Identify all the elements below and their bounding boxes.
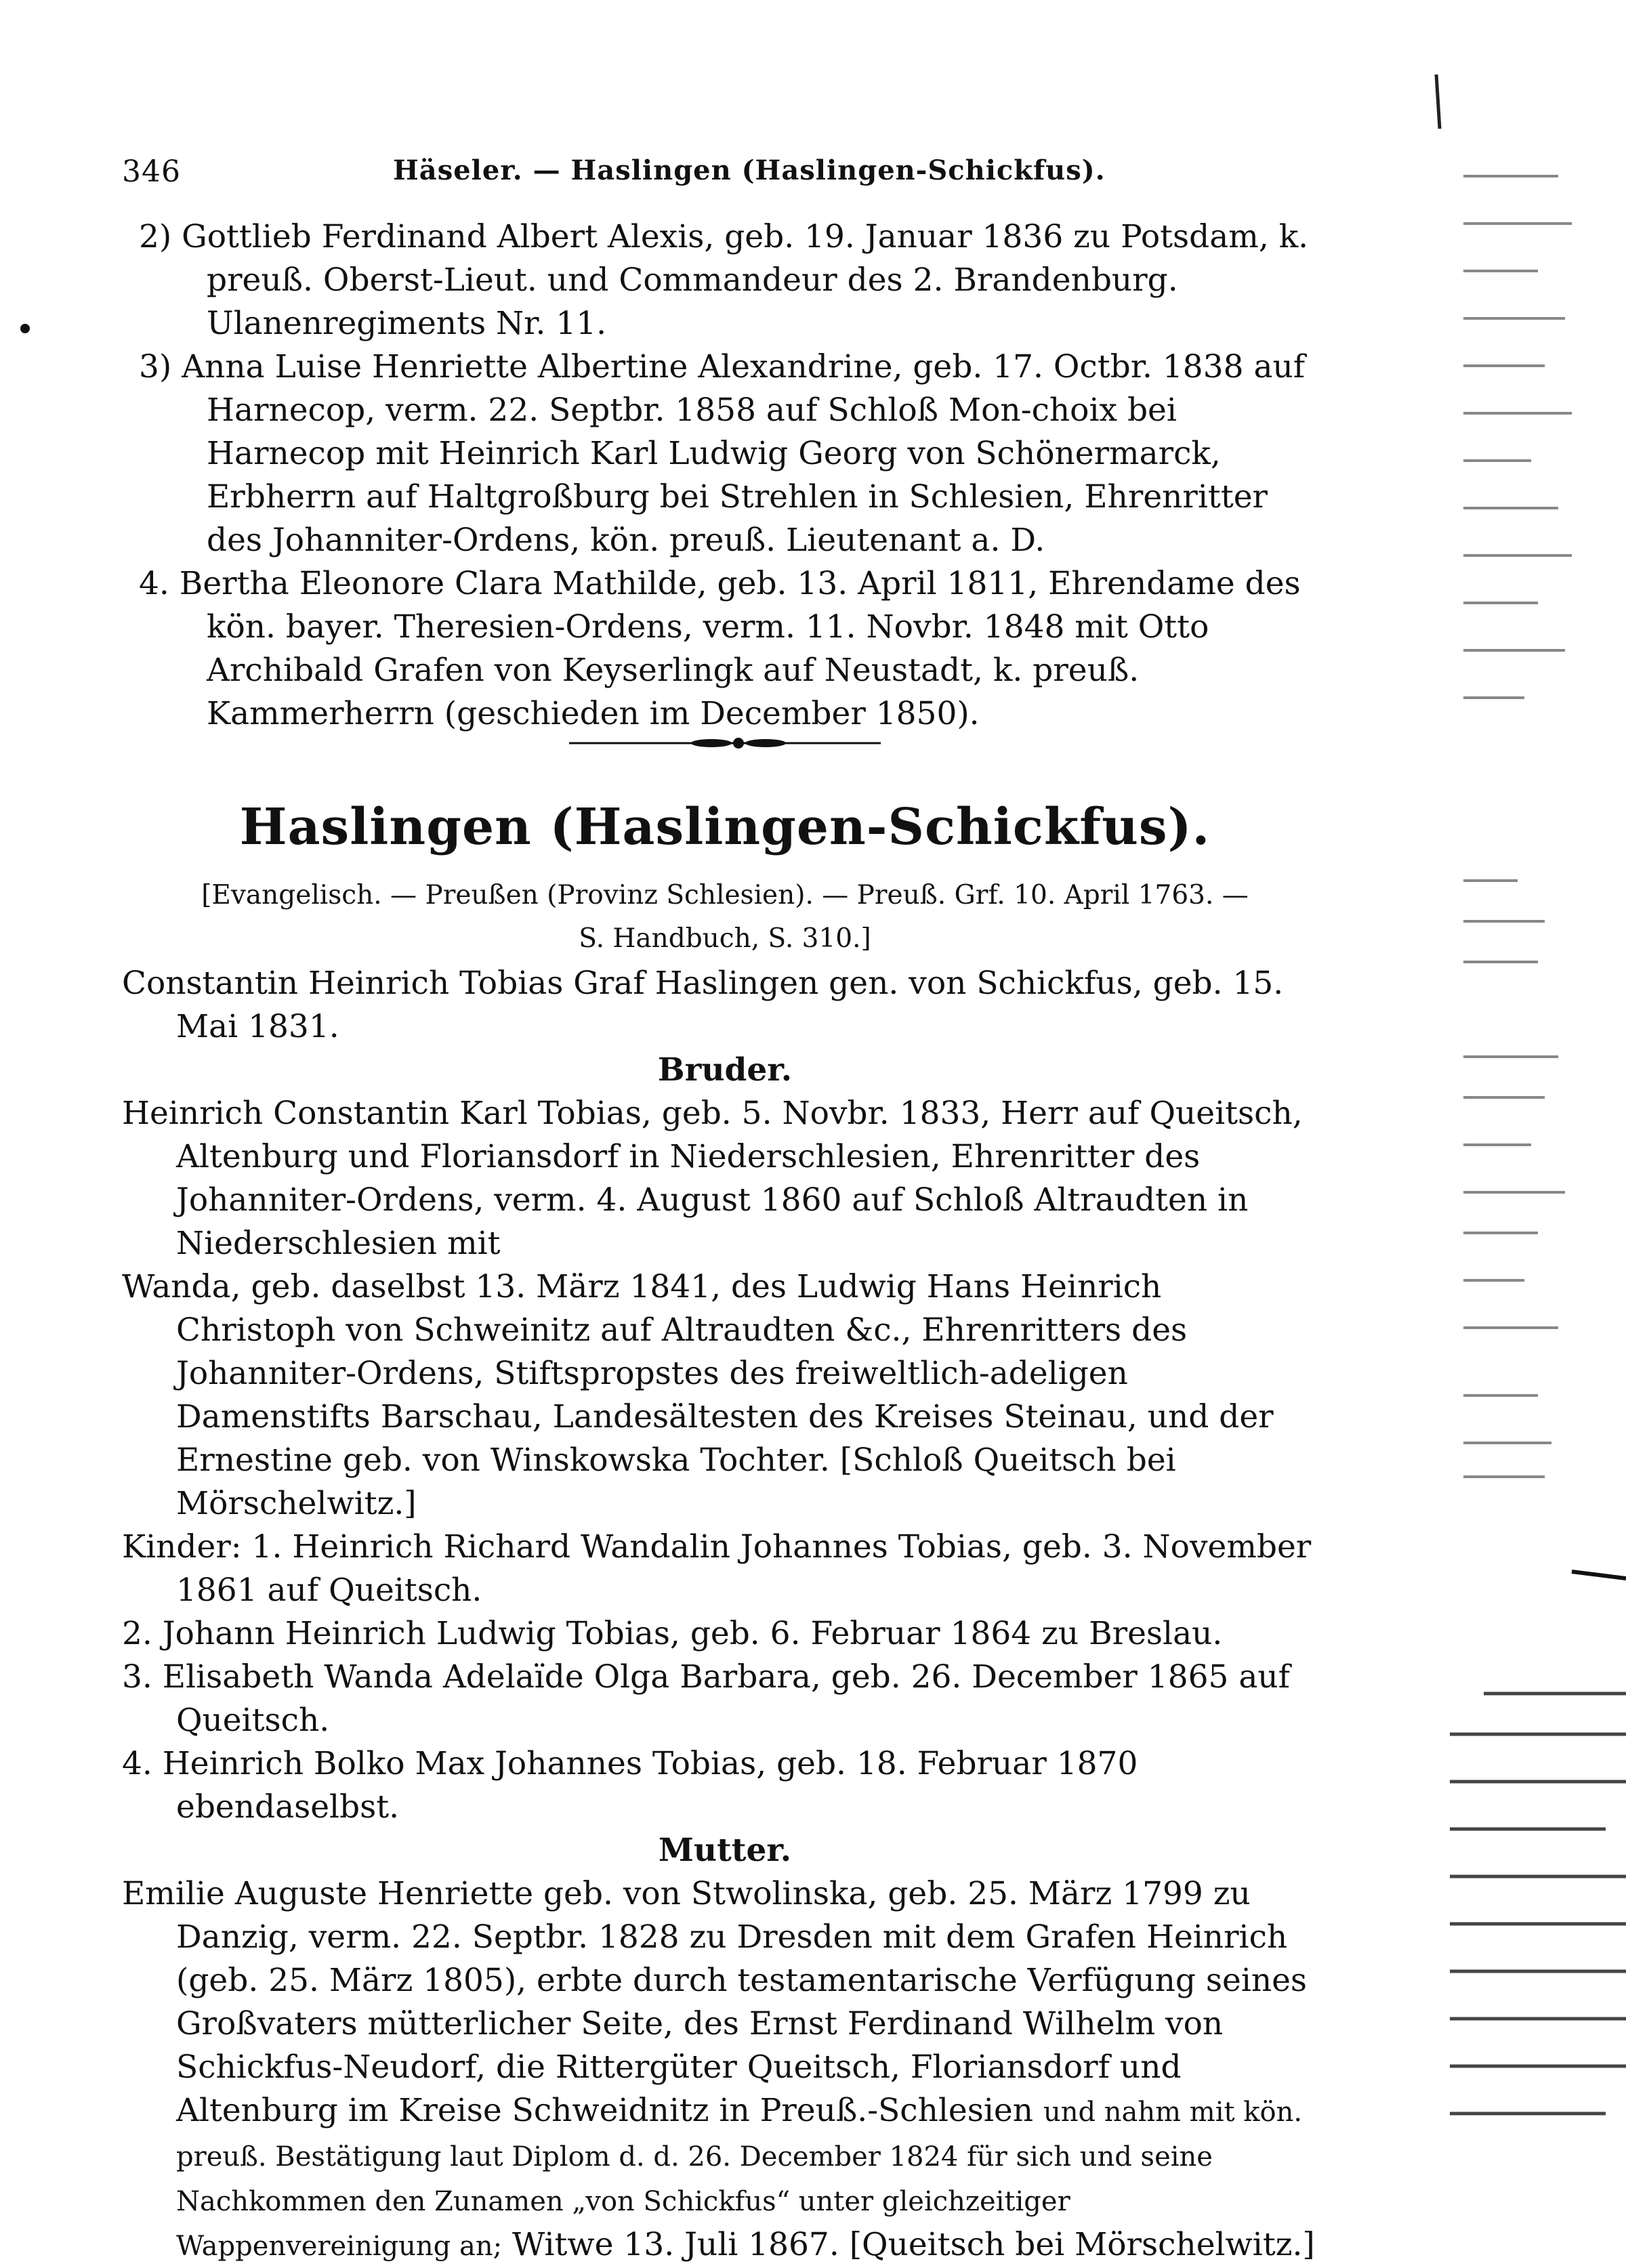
heading-bruder: Bruder. xyxy=(657,1051,793,1089)
head-of-house: Constantin Heinrich Tobias Graf Haslingen gen. von Schickfus, geb. 15. Mai 1831. xyxy=(122,965,1284,1045)
entry-child-4: 4. Heinrich Bolko Max Johannes Tobias, geb. 18. Februar 1870 ebendaselbst. xyxy=(122,1745,1138,1826)
meta-line-1: [Evangelisch. — Preußen (Provinz Schlesien). — Preuß. Grf. 10. April 1763. — xyxy=(201,880,1249,910)
entry-gottlieb: 2) Gottlieb Ferdinand Albert Alexis, geb. 19. Januar 1836 zu Potsdam, k. preuß. Oberst-Lieut. und Commandeur des 2. Brandenburg. Ulanenregiments Nr. 11. xyxy=(139,218,1309,342)
entry-anna: 3) Anna Luise Henriette Albertine Alexandrine, geb. 17. Octbr. 1838 auf Harnecop, verm. 22. Septbr. 1858 auf Schloß Mon-choix bei Harnecop mit Heinrich Karl Ludwig Georg von Schönermarck, Erbherrn auf Haltgroßburg bei Strehlen in Schlesien, Ehrenritter des Johanniter-Ordens, kön. preuß. Lieutenant a. D. xyxy=(139,348,1306,559)
divider-ornament xyxy=(569,733,881,753)
mother-text-3: Witwe 13. Juli 1867. [Queitsch bei Mörschelwitz.] xyxy=(512,2226,1315,2263)
section-title: Haslingen (Haslingen-Schickfus). xyxy=(239,798,1211,856)
section-meta xyxy=(122,874,1328,961)
page-number: 346 xyxy=(122,154,181,189)
mother-text-2: und nahm mit kön. preuß. Bestätigung laut Diplom d. d. 26. December 1824 für sich und seine Nachkommen den Zunamen „von Schickfus“ unter gleichzeitiger Wappenvereinigung an; xyxy=(176,2097,1303,2262)
entry-mother xyxy=(122,1872,1328,2268)
entry-child-2: 2. Johann Heinrich Ludwig Tobias, geb. 6. Februar 1864 zu Breslau. xyxy=(122,1615,1223,1652)
entry-child-3: 3. Elisabeth Wanda Adelaïde Olga Barbara, geb. 26. December 1865 auf Queitsch. xyxy=(122,1658,1291,1739)
mother-text-1: Emilie Auguste Henriette geb. von Stwolinska, geb. 25. März 1799 zu Danzig, verm. 22. Septbr. 1828 zu Dresden mit dem Grafen Heinrich (geb. 25. März 1805), erbte durch testamentarische Verfügung seines Großvaters mütterlicher Seite, des Ernst Ferdinand Wilhelm von Schickfus-Neudorf, die Rittergüter Queitsch, Floriansdorf und Altenburg im Kreise Schweidnitz in Preuß.-Schlesien xyxy=(122,1875,1308,2129)
heading-mutter: Mutter. xyxy=(658,1832,792,1869)
meta-line-2: S. Handbuch, S. 310.] xyxy=(579,923,871,954)
ink-speck xyxy=(20,324,30,333)
running-title: Häseler. — Haslingen (Haslingen-Schickfus). xyxy=(393,154,1106,186)
entry-wife: Wanda, geb. daselbst 13. März 1841, des Ludwig Hans Heinrich Christoph von Schweinitz auf Altraudten &c., Ehrenritters des Johanniter-Ordens, Stiftspropstes des freiweltlich-adeligen Damenstifts Barschau, Landesältesten des Kreises Steinau, und der Ernestine geb. von Winskowska Tochter. [Schloß Queitsch bei Mörschelwitz.] xyxy=(122,1268,1274,1522)
entry-brother: Heinrich Constantin Karl Tobias, geb. 5. Novbr. 1833, Herr auf Queitsch, Altenburg und Floriansdorf in Niederschlesien, Ehrenritter des Johanniter-Ordens, verm. 4. August 1860 auf Schloß Altraudten in Niederschlesien mit xyxy=(122,1095,1303,1262)
haslingen-entries xyxy=(122,962,1328,2268)
previous-family-continuation xyxy=(122,215,1328,736)
entry-bertha: 4. Bertha Eleonore Clara Mathilde, geb. 13. April 1811, Ehrendame des kön. bayer. Theresien-Ordens, verm. 11. Novbr. 1848 mit Otto Archibald Grafen von Keyserlingk auf Neustadt, k. preuß. Kammerherrn (geschieden im December 1850). xyxy=(139,565,1301,732)
entry-child-1: Kinder: 1. Heinrich Richard Wandalin Johannes Tobias, geb. 3. November 1861 auf Queitsch. xyxy=(122,1528,1312,1609)
facing-page-bleed xyxy=(1402,0,1626,2168)
